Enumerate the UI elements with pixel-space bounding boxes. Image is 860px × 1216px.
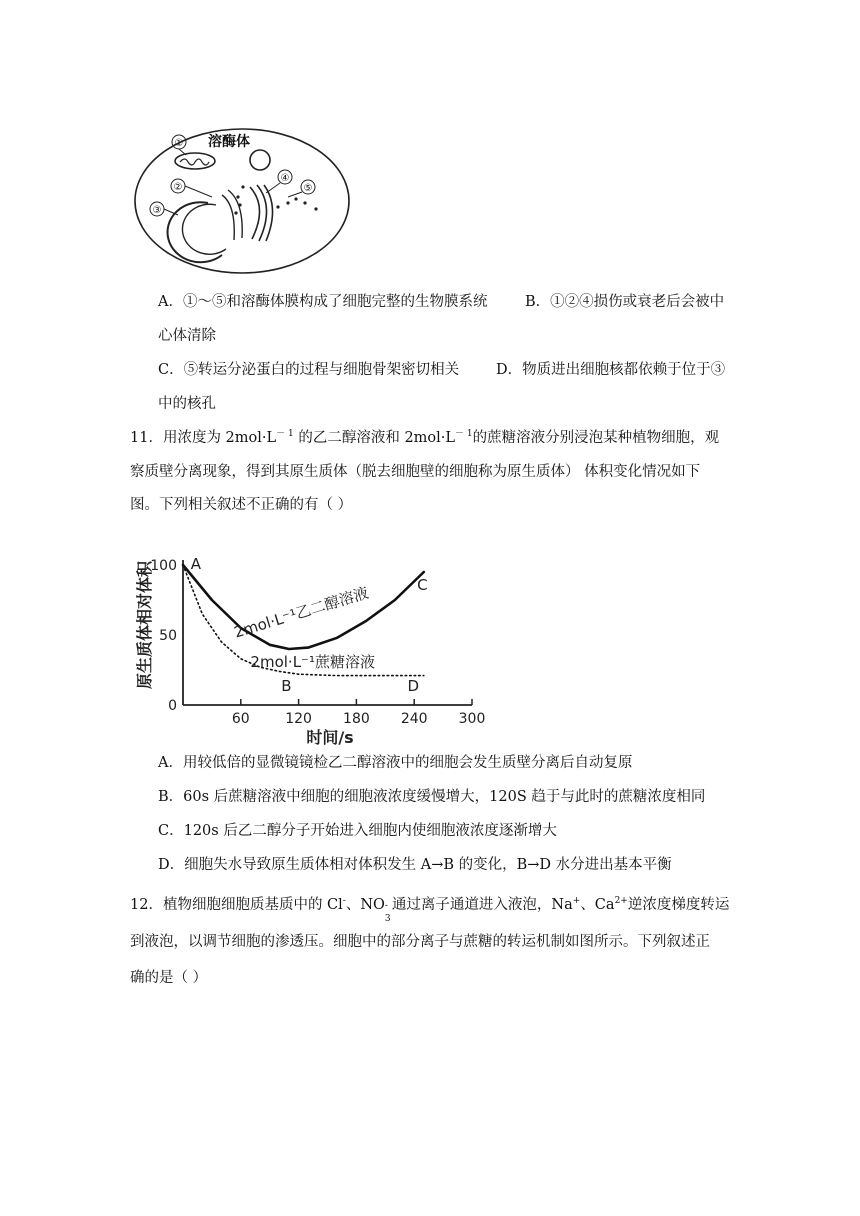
y-tick-label: 50 xyxy=(159,628,177,644)
volume-chart xyxy=(130,535,500,750)
y-tick-label: 100 xyxy=(150,558,177,574)
x-axis-label: 时间/s xyxy=(306,728,354,747)
y-axis-label: 原生质体相对体积 xyxy=(135,560,154,690)
q11-stem-line3: 图。下列相关叙述不正确的有（ ） xyxy=(130,497,353,513)
q11-option-c: C．120s 后乙二醇分子开始进入细胞内使细胞液浓度逐渐增大 xyxy=(158,823,557,839)
q10-option-d: D．物质进出细胞核都依赖于位于③ xyxy=(496,362,726,378)
lysosome-shape xyxy=(250,150,270,170)
cell-diagram xyxy=(130,125,355,285)
lysosome-label: 溶酶体 xyxy=(208,134,250,150)
q11-option-b: B．60s 后蔗糖溶液中细胞的细胞液浓度缓慢增大，120S 趋于与此时的蔗糖浓度相同 xyxy=(158,789,706,805)
x-tick-label: 300 xyxy=(458,711,486,727)
q11-stem-line1: 11．用浓度为 $2mol\cdot L^{- 1}$ 的乙二醇溶液和 $2mol\cdot L^{- 1}$的蔗糖溶液分别浸泡某种植物细胞，观 xyxy=(130,429,720,446)
x-tick-label: 120 xyxy=(285,711,312,727)
cell-outline xyxy=(135,129,349,273)
series-label: 2mol·L⁻¹乙二醇溶液 xyxy=(231,583,371,642)
x-tick-label: 180 xyxy=(343,711,370,727)
q11-option-a: A．用较低倍的显微镜镜检乙二醇溶液中的细胞会发生质壁分离后自动复原 xyxy=(158,755,633,771)
q11-stem-line2: 察质壁分离现象，得到其原生质体（脱去细胞壁的细胞称为原生质体） 体积变化情况如下 xyxy=(130,464,701,480)
y-tick-label: 0 xyxy=(168,698,177,714)
q12-stem-line2: 到液泡，以调节细胞的渗透压。细胞中的部分离子与蔗糖的转运机制如图所示。下列叙述正 xyxy=(130,934,710,950)
q12-stem-line3: 确的是（ ） xyxy=(130,970,208,986)
marker-5: ⑤ xyxy=(303,183,313,194)
marker-2: ② xyxy=(173,182,183,193)
marker-3: ③ xyxy=(152,205,162,216)
q10-option-d-cont: 中的核孔 xyxy=(158,396,216,412)
q10-option-b: B．①②④损伤或衰老后会被中 xyxy=(525,294,725,310)
x-tick-label: 240 xyxy=(400,711,428,727)
golgi-shape xyxy=(250,187,260,239)
marker-4: ④ xyxy=(280,173,290,184)
marker-1: ① xyxy=(174,138,184,149)
point-label: D xyxy=(407,677,420,695)
point-label: C xyxy=(417,576,428,595)
point-label: B xyxy=(281,677,292,695)
q10-option-b-cont: 心体清除 xyxy=(158,328,216,344)
nucleus-shape xyxy=(168,202,222,262)
q12-stem-line1: 12．植物细胞细胞质基质中的 Cl-、NO - 3 通过离子通道进入液泡，Na+、$Ca^{2+}$逆浓度梯度转运 xyxy=(130,896,730,924)
series-label: 2mol·L⁻¹蔗糖溶液 xyxy=(250,653,375,672)
x-tick-label: 60 xyxy=(231,711,250,727)
q10-option-a: A．①～⑤和溶酶体膜构成了细胞完整的生物膜系统 xyxy=(158,294,488,310)
point-label: A xyxy=(190,555,201,574)
q11-option-d: D．细胞失水导致原生质体相对体积发生 A→B 的变化，B→D 水分进出基本平衡 xyxy=(158,857,672,873)
q10-option-c: C．⑤转运分泌蛋白的过程与细胞骨架密切相关 xyxy=(158,362,460,378)
